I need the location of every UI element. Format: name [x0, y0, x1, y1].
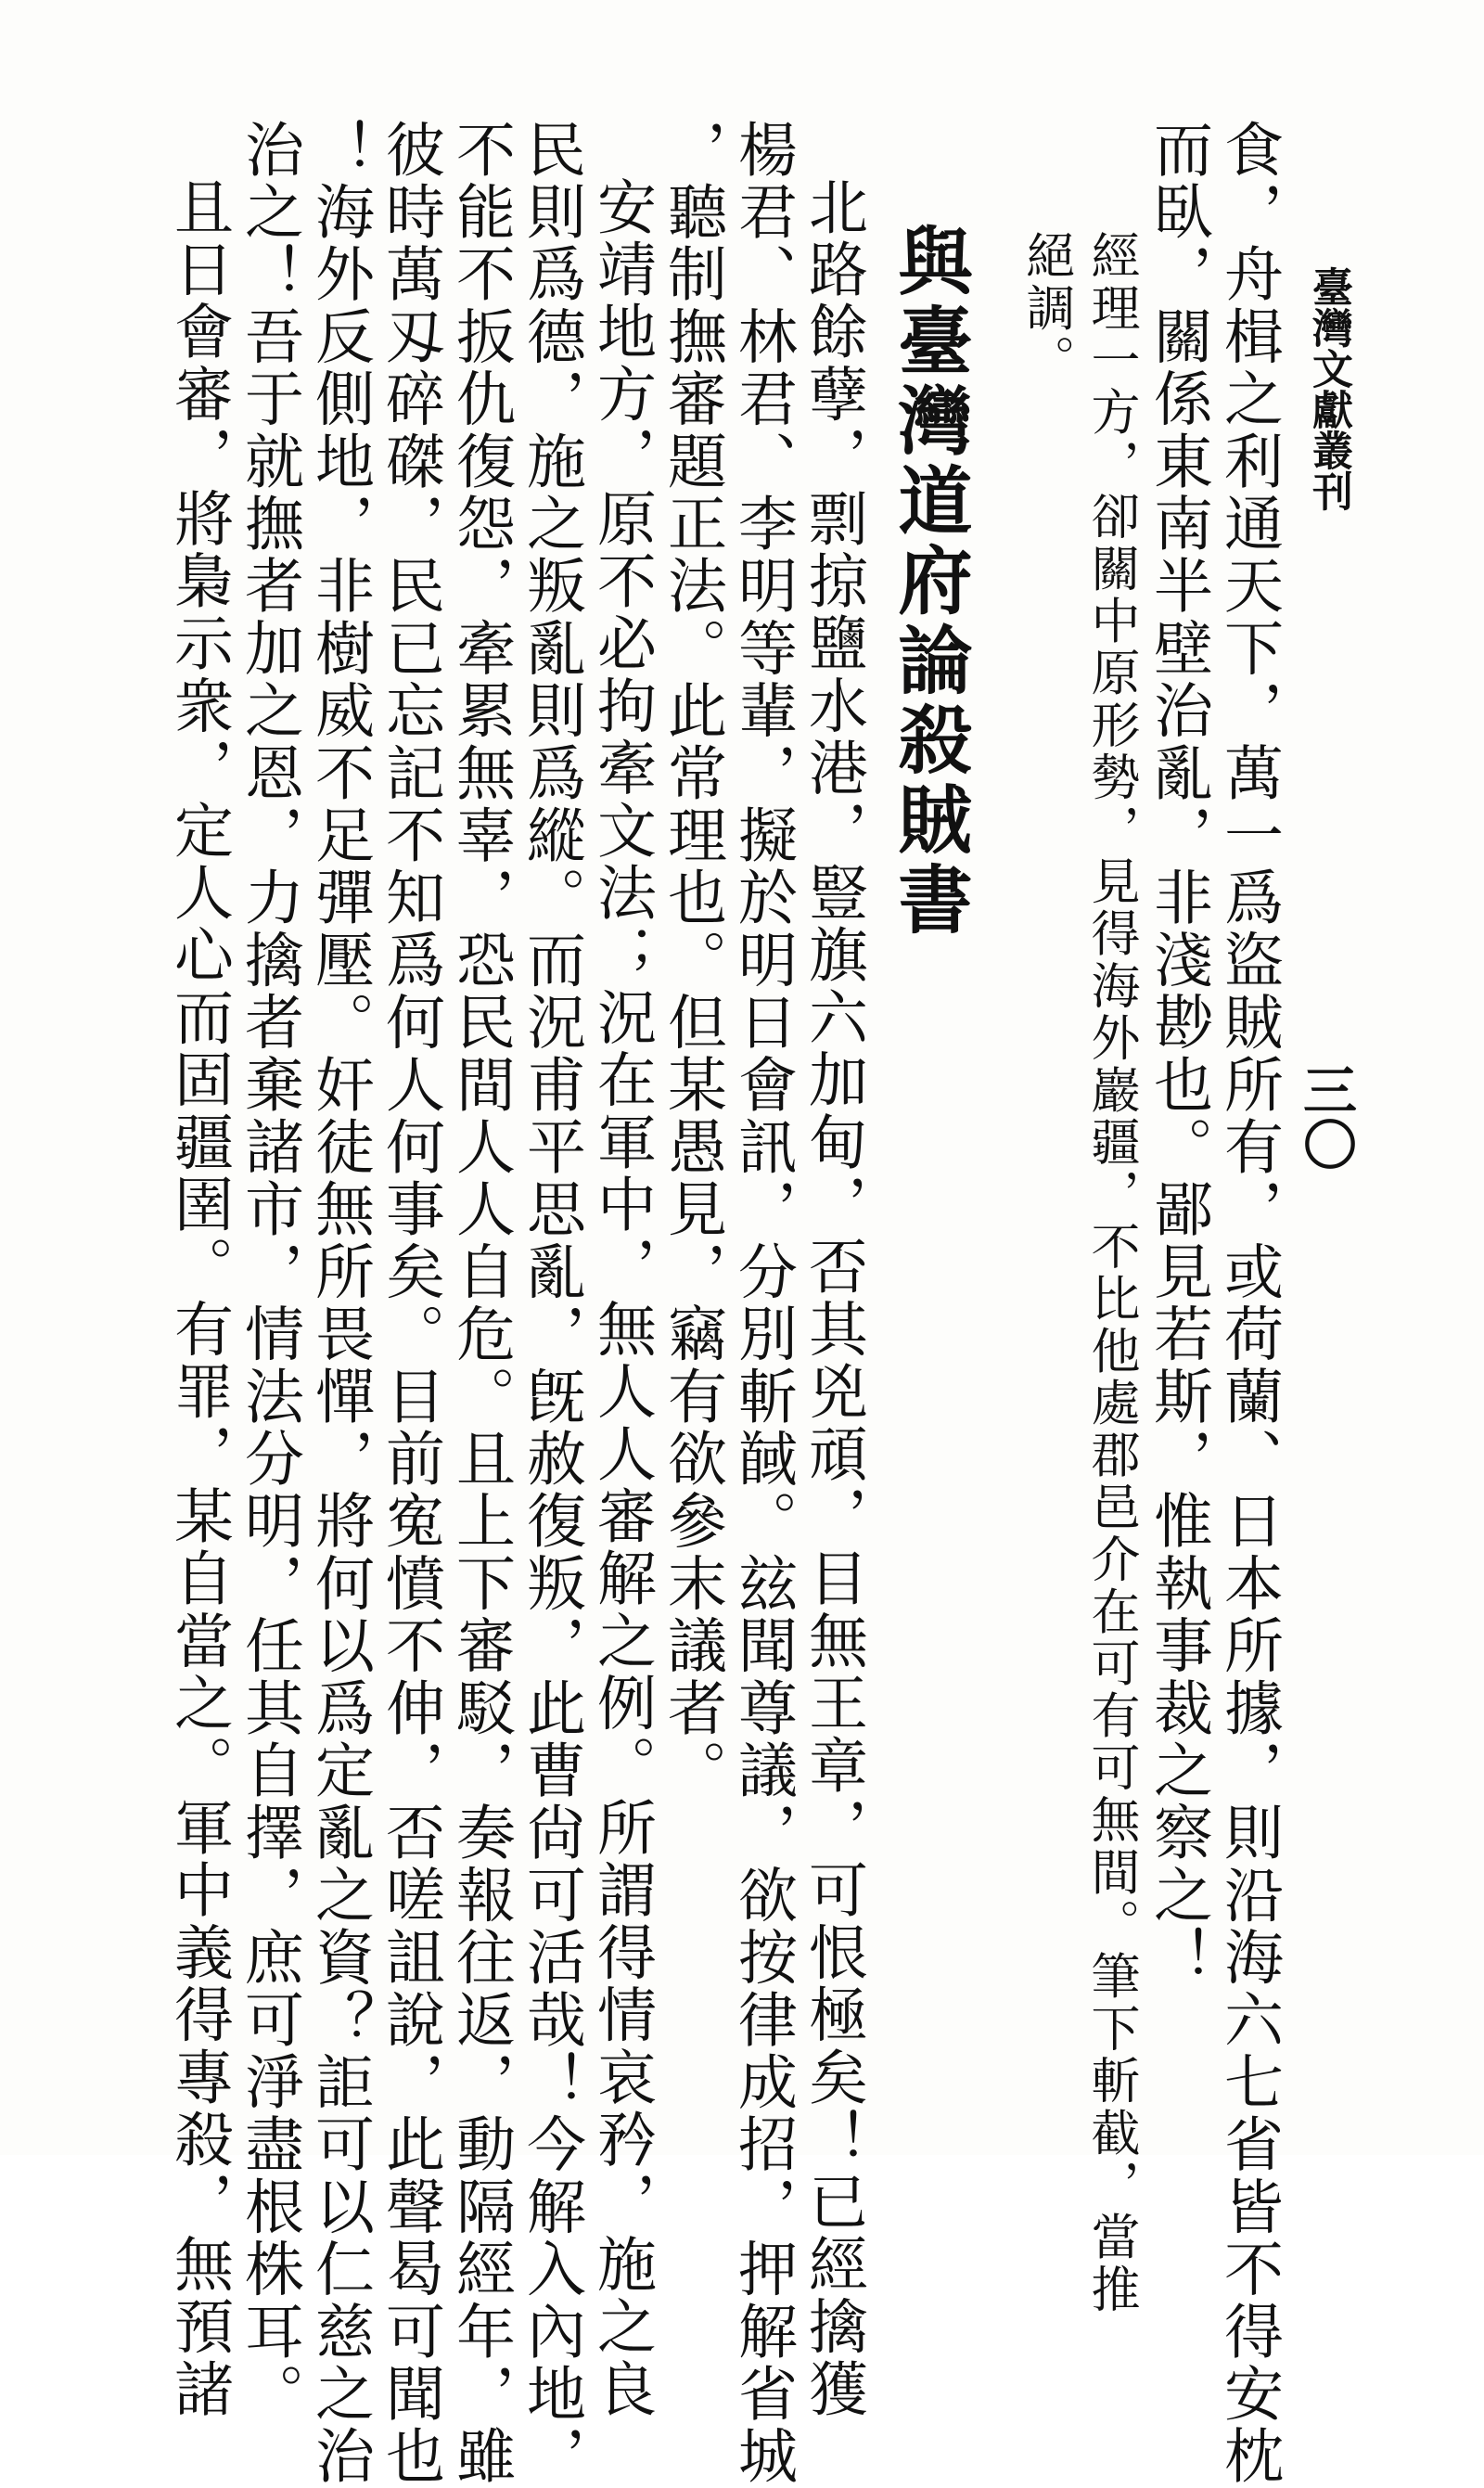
- letter-body-column-6: 不能不扳仇復怨，牽累無辜，恐民間人人自危。且上下審駁，奏報往返，動隔經年，雖: [446, 119, 515, 2488]
- running-header-book-title: 臺灣文獻叢刊: [1305, 266, 1352, 511]
- page-number: 三〇: [1294, 1062, 1357, 1172]
- letter-title: 與臺灣道府論殺賊書: [886, 223, 973, 941]
- letter-body-column-10: 且日會審，將梟示衆，定人心而固疆圉。有罪，某自當之。軍中義得專殺，無預諸: [164, 176, 233, 2421]
- letter-body-column-5: 民則爲德，施之叛亂則爲縱。而況甫平思亂，旣赦復叛，此曹尙可活哉！今解入內地，: [517, 119, 585, 2488]
- letter-body-column-4: 安靖地方，原不必拘牽文法；況在軍中，無人人審解之例。所謂得情哀矜，施之良: [587, 176, 656, 2421]
- quoted-note-column-2: 絕調。: [1018, 230, 1075, 387]
- letter-body-column-7: 彼時萬刄碎磔，民已忘記不知爲何人何事矣。目前寃憤不伸，否嗟詛說，此聲曷可聞也: [376, 119, 444, 2488]
- previous-text-column-2: 而臥，關係東南半壁治亂，非淺尠也。鄙見若斯，惟執事裁之察之！: [1144, 119, 1212, 1989]
- previous-text-column-1: 食，舟楫之利通天下，萬一爲盜賊所有，或荷蘭、日本所據，則沿海六七省皆不得安枕: [1214, 119, 1283, 2488]
- letter-body-column-2: 楊君、林君、李明等輩，擬於明日會訊，分別斬馘。玆聞尊議，欲按律成招，押解省城: [728, 119, 797, 2488]
- letter-body-column-3: ，聽制撫審題正法。此常理也。但某愚見，竊有欲參末議者。: [658, 119, 726, 1802]
- letter-body-column-8: ！海外反側地，非樹威不足彈壓。奸徒無所畏憚，將何以爲定亂之資？詎可以仁慈之治: [305, 119, 374, 2488]
- letter-body-column-9: 治之！吾于就撫者加之恩，力擒者棄諸市，情法分明，任其自擇，庶可淨盡根株耳。: [235, 119, 303, 2426]
- quoted-note-column-1: 經理一方，卻關中原形勢，見得海外巖疆，不比他處郡邑介在可有可無間。筆下斬截，當推: [1083, 230, 1140, 2315]
- letter-body-column-1: 北路餘孽，剽掠鹽水港，豎旗六加甸，否其兇頑，目無王章，可恨極矣！已經擒獲: [799, 176, 867, 2421]
